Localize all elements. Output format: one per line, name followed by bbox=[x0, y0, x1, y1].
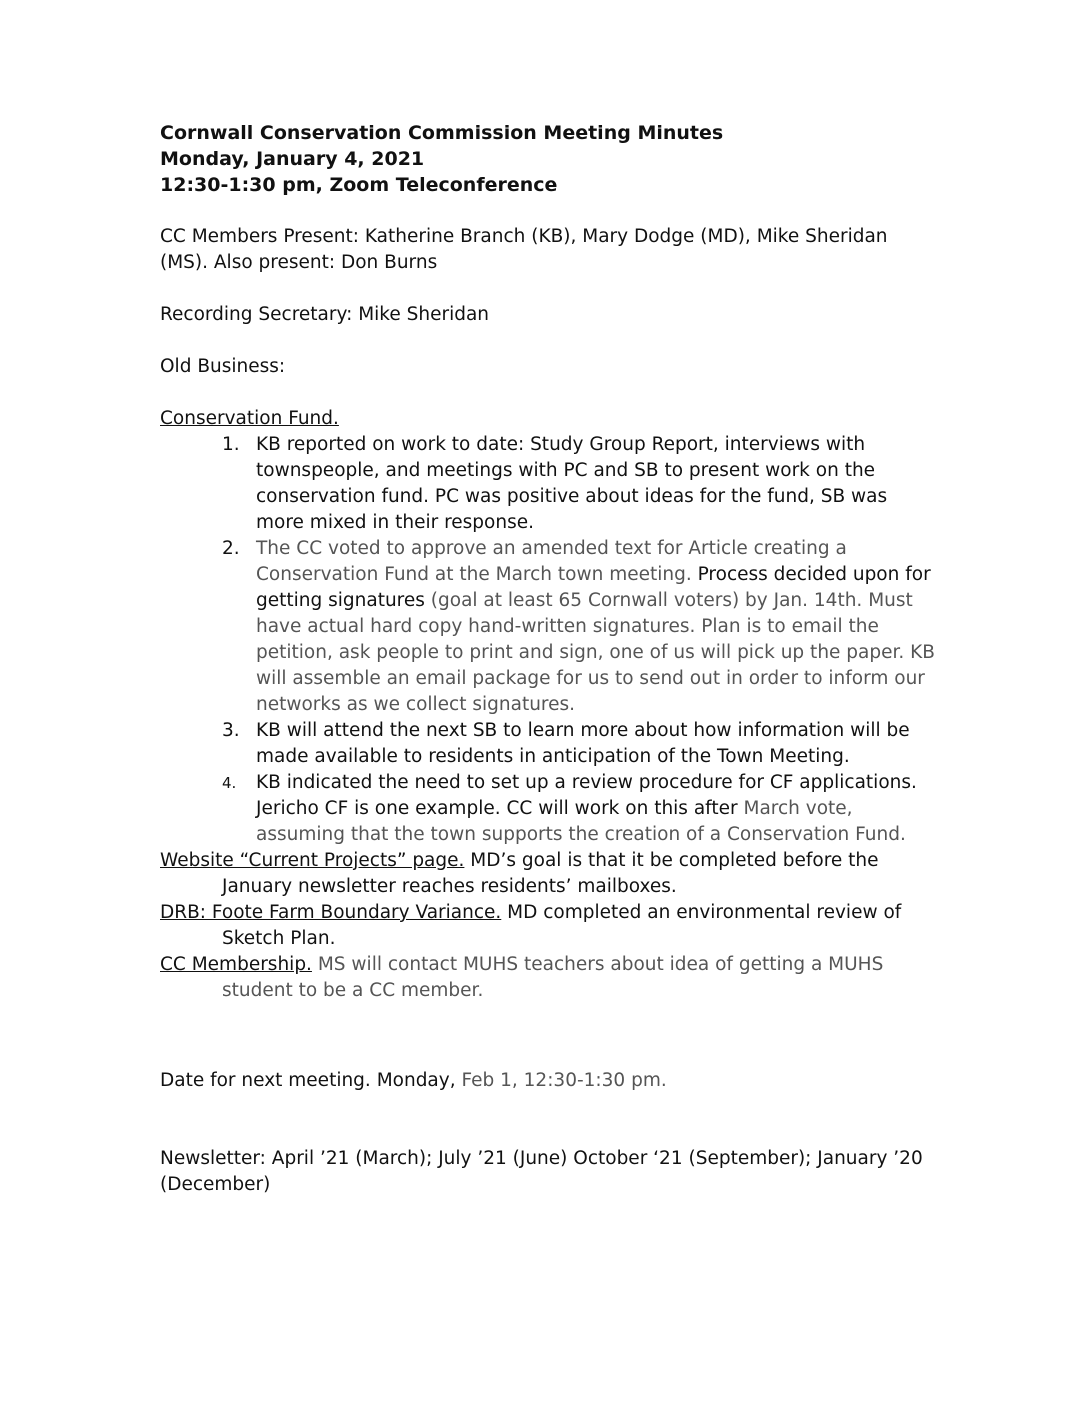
list-item bbox=[160, 536, 940, 718]
list-number: 2. bbox=[222, 538, 240, 559]
list-item-text: KB will attend the next SB to learn more about how information will be made available to residents in anticipation of the Town Meeting. bbox=[256, 720, 910, 767]
conservation-fund-list bbox=[160, 432, 940, 848]
newsletter-schedule: Newsletter: April ’21 (March); July ’21 (June) October ‘21 (September); January ’20 (December) bbox=[160, 1148, 923, 1195]
conservation-fund-heading: Conservation Fund. bbox=[160, 408, 339, 429]
next-meeting-value: Feb 1, 12:30-1:30 pm. bbox=[455, 1070, 667, 1091]
list-item-text: KB indicated the need to set up a review procedure for CF applications. Jericho CF is one example. CC will work on this after bbox=[256, 772, 917, 819]
meeting-time-location: 12:30-1:30 pm, Zoom Teleconference bbox=[160, 174, 558, 196]
drb-item bbox=[160, 900, 940, 952]
title: Cornwall Conservation Commission Meeting Minutes bbox=[160, 122, 724, 144]
list-item-text: The CC voted to approve an amended text for Article creating a Conservation Fund at the March town meeting. bbox=[256, 538, 847, 585]
list-item bbox=[160, 432, 940, 536]
list-item-text: KB reported on work to date: Study Group Report, interviews with townspeople, and meetings with PC and SB to present work on the conservation fund. PC was positive about ideas for the fund, SB was more mixed in their response. bbox=[256, 434, 888, 533]
website-text: MD’s goal is that it be completed before the January newsletter reaches residents’ mailboxes. bbox=[222, 850, 879, 897]
membership-text: MS will contact MUHS teachers about idea of getting a MUHS student to be a CC member. bbox=[222, 954, 884, 1001]
minutes-document bbox=[160, 120, 940, 1198]
list-number: 1. bbox=[222, 434, 240, 455]
list-number: 4. bbox=[222, 774, 237, 792]
document-header bbox=[160, 120, 940, 198]
website-item bbox=[160, 848, 940, 900]
list-item bbox=[160, 770, 940, 848]
drb-text: MD completed an environmental review of Sketch Plan. bbox=[222, 902, 902, 949]
next-meeting-label: Date for next meeting. Monday, bbox=[160, 1070, 456, 1091]
next-meeting bbox=[160, 1068, 940, 1094]
list-item-text: (goal at least 65 Cornwall voters) by Jan. 14th. Must have actual hard copy hand-written signatures. Plan is to email the petition, ask people to print and sign, one of us will pick up the paper. KB will assemble an email package for us to send out in order to inform our networks as we collect signatures. bbox=[256, 590, 935, 715]
membership-item bbox=[160, 952, 940, 1004]
website-heading: Website “Current Projects” page. bbox=[160, 850, 465, 871]
recording-secretary: Recording Secretary: Mike Sheridan bbox=[160, 304, 490, 325]
attendance: CC Members Present: Katherine Branch (KB), Mary Dodge (MD), Mike Sheridan (MS). Also present: Don Burns bbox=[160, 226, 888, 273]
list-number: 3. bbox=[222, 720, 240, 741]
meeting-date: Monday, January 4, 2021 bbox=[160, 148, 425, 170]
list-item bbox=[160, 718, 940, 770]
membership-heading: CC Membership. bbox=[160, 954, 312, 975]
old-business-label: Old Business: bbox=[160, 356, 286, 377]
list-item-text: Process decided upon for getting signatures bbox=[256, 564, 931, 611]
list-item-text: March vote, assuming that the town supports the creation of a Conservation Fund. bbox=[256, 798, 906, 845]
drb-heading: DRB: Foote Farm Boundary Variance. bbox=[160, 902, 502, 923]
